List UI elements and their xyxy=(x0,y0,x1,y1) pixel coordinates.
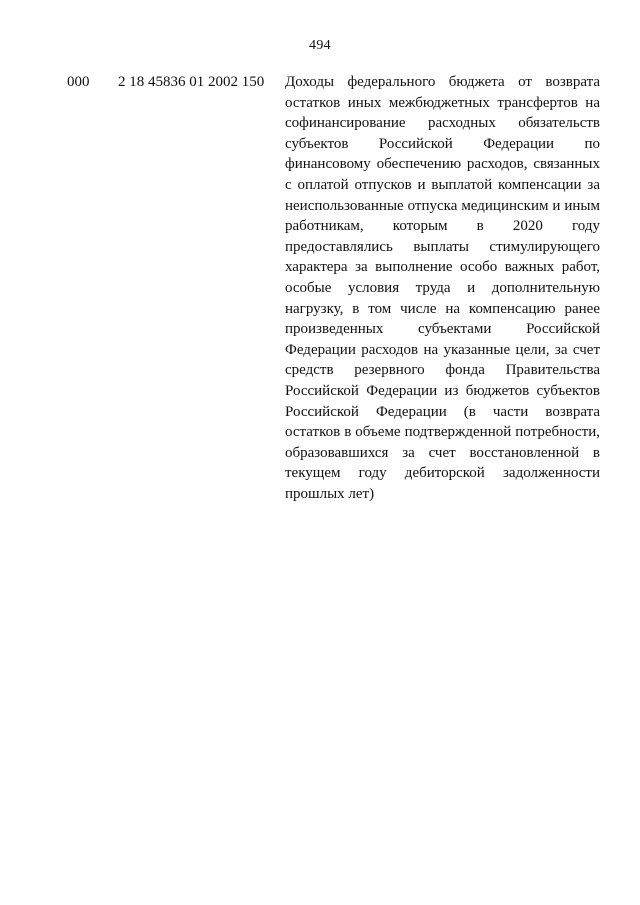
description-line: текущем году дебиторской задолженности xyxy=(285,465,600,482)
description-line: Российской Федерации из бюджетов субъектов xyxy=(285,382,600,399)
description-line: нагрузку, в том числе на компенсацию ранее xyxy=(285,300,600,317)
description-line: Доходы федерального бюджета от возврата xyxy=(285,74,600,90)
description-line: с оплатой отпусков и выплатой компенсации за xyxy=(285,176,600,193)
budget-classification-code: 2 18 45836 01 2002 150 xyxy=(118,74,265,90)
description-line: предоставлялись выплаты стимулирующего xyxy=(285,238,600,255)
description-line: субъектов Российской Федерации по xyxy=(285,135,600,152)
description-line: Федерации расходов на указанные цели, за счет xyxy=(285,341,600,358)
admin-code: 000 xyxy=(67,74,90,90)
description-line: характера за выполнение особо важных работ, xyxy=(285,259,600,276)
description-line: неиспользованные отпуска медицинским и иным xyxy=(285,197,600,214)
description-line: Российской Федерации (в части возврата xyxy=(285,403,600,420)
revenue-description xyxy=(285,72,600,504)
description-line: прошлых лет) xyxy=(285,485,375,502)
description-line: остатков в объеме подтвержденной потребности, xyxy=(285,424,600,441)
description-line: работникам, которым в 2020 году xyxy=(285,218,600,235)
description-line: особые условия труда и дополнительную xyxy=(285,279,600,296)
description-line: финансовому обеспечению расходов, связанных xyxy=(285,156,600,173)
page-number: 494 xyxy=(309,38,331,53)
description-line: софинансирование расходных обязательств xyxy=(285,115,600,132)
description-line: образовавшихся за счет восстановленной в xyxy=(285,444,600,461)
description-line: произведенных субъектами Российской xyxy=(285,321,600,338)
description-line: остатков иных межбюджетных трансфертов на xyxy=(285,94,600,111)
description-line: средств резервного фонда Правительства xyxy=(285,362,600,379)
